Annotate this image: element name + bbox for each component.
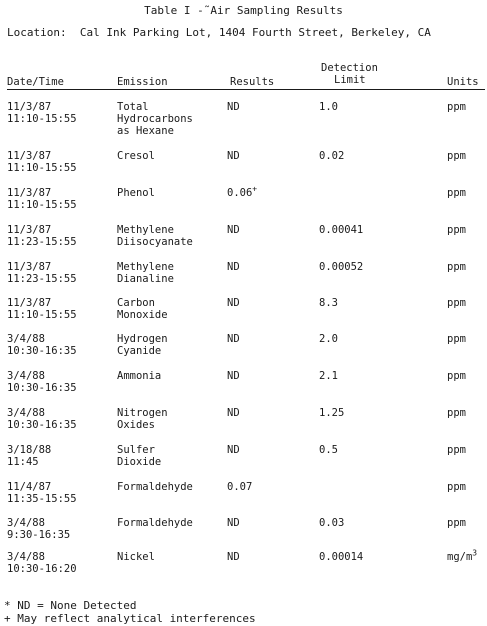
time-text: 11:23-15:55 bbox=[7, 236, 77, 248]
result-value: ND bbox=[227, 150, 240, 162]
result-value: 0.06 bbox=[227, 187, 253, 199]
unit-exponent: 3 bbox=[472, 548, 478, 558]
emission-cell: Total Hydrocarbons as Hexane bbox=[117, 101, 193, 137]
unit-value: ppm bbox=[447, 261, 466, 273]
detection-limit-cell: 2.1 bbox=[319, 370, 338, 382]
date-text: 3/4/88 bbox=[7, 370, 45, 382]
result-value: ND bbox=[227, 333, 240, 345]
result-value: 0.07 bbox=[227, 481, 253, 493]
footnote-interference: + May reflect analytical interferences bbox=[4, 612, 256, 625]
date-text: 3/4/88 bbox=[7, 517, 45, 529]
unit-value: ppm bbox=[447, 150, 466, 162]
emission-cell: Cresol bbox=[117, 150, 155, 162]
result-cell bbox=[227, 481, 252, 493]
result-cell bbox=[227, 444, 240, 456]
location-line: Location: Cal Ink Parking Lot, 1404 Fourth Street, Berkeley, CA bbox=[7, 26, 431, 39]
units-cell bbox=[447, 150, 466, 162]
unit-value: ppm bbox=[447, 517, 466, 529]
date-text: 3/18/88 bbox=[7, 444, 52, 456]
result-cell bbox=[227, 101, 240, 113]
emission-cell: Formaldehyde bbox=[117, 481, 193, 493]
date-text: 11/3/87 bbox=[7, 101, 52, 113]
date-text: 11/3/87 bbox=[7, 150, 52, 162]
unit-value: ppm bbox=[447, 187, 466, 199]
unit-value: ppm bbox=[447, 333, 466, 345]
emission-cell: Methylene Diisocyanate bbox=[117, 224, 193, 248]
units-cell bbox=[447, 407, 466, 419]
units-cell bbox=[447, 297, 466, 309]
time-text: 10:30-16:35 bbox=[7, 382, 77, 394]
table-title: Table I -̃ Air Sampling Results bbox=[144, 4, 343, 17]
detection-limit-cell: 0.5 bbox=[319, 444, 338, 456]
date-time-cell bbox=[7, 224, 77, 248]
emission-cell: Sulfer Dioxide bbox=[117, 444, 162, 468]
date-time-cell bbox=[7, 517, 70, 541]
date-text: 11/3/87 bbox=[7, 224, 52, 236]
emission-cell: Nickel bbox=[117, 551, 155, 563]
result-value: ND bbox=[227, 551, 240, 563]
result-value: ND bbox=[227, 444, 240, 456]
units-cell bbox=[447, 101, 466, 113]
column-header-results: Results bbox=[230, 76, 275, 88]
result-value: ND bbox=[227, 517, 240, 529]
detection-limit-cell: 1.0 bbox=[319, 101, 338, 113]
date-text: 3/4/88 bbox=[7, 407, 45, 419]
detection-limit-cell: 2.0 bbox=[319, 333, 338, 345]
time-text: 10:30-16:20 bbox=[7, 563, 77, 575]
table-header bbox=[0, 62, 487, 88]
date-time-cell bbox=[7, 481, 77, 505]
unit-value: ppm bbox=[447, 407, 466, 419]
date-time-cell bbox=[7, 101, 77, 125]
result-value: ND bbox=[227, 297, 240, 309]
detection-limit-cell: 0.00014 bbox=[319, 551, 364, 563]
unit-value: ppm bbox=[447, 444, 466, 456]
unit-value: ppm bbox=[447, 101, 466, 113]
units-cell bbox=[447, 370, 466, 382]
date-time-cell bbox=[7, 407, 77, 431]
time-text: 11:10-15:55 bbox=[7, 113, 77, 125]
date-time-cell bbox=[7, 444, 51, 468]
time-text: 11:10-15:55 bbox=[7, 199, 77, 211]
emission-cell: Hydrogen Cyanide bbox=[117, 333, 168, 357]
detection-limit-cell: 1.25 bbox=[319, 407, 345, 419]
date-text: 3/4/88 bbox=[7, 333, 45, 345]
time-text: 10:30-16:35 bbox=[7, 345, 77, 357]
date-text: 11/4/87 bbox=[7, 481, 52, 493]
emission-cell: Methylene Dianaline bbox=[117, 261, 174, 285]
time-text: 11:45 bbox=[7, 456, 39, 468]
detection-limit-cell: 0.03 bbox=[319, 517, 345, 529]
result-value: ND bbox=[227, 370, 240, 382]
time-text: 11:10-15:55 bbox=[7, 309, 77, 321]
detection-limit-cell: 8.3 bbox=[319, 297, 338, 309]
result-cell bbox=[227, 333, 240, 345]
units-cell bbox=[447, 333, 466, 345]
units-cell bbox=[447, 481, 466, 493]
date-time-cell bbox=[7, 551, 77, 575]
date-text: 11/3/87 bbox=[7, 187, 52, 199]
result-value: ND bbox=[227, 224, 240, 236]
header-divider bbox=[7, 89, 485, 90]
column-header-limit: Limit bbox=[334, 74, 366, 86]
result-cell bbox=[227, 370, 240, 382]
emission-cell: Carbon Monoxide bbox=[117, 297, 168, 321]
result-value: ND bbox=[227, 101, 240, 113]
date-text: 11/3/87 bbox=[7, 261, 52, 273]
column-header-detection: Detection bbox=[321, 62, 378, 74]
time-text: 11:10-15:55 bbox=[7, 162, 77, 174]
column-header-date-time: Date/Time bbox=[7, 76, 64, 88]
emission-cell: Formaldehyde bbox=[117, 517, 193, 529]
unit-value: ppm bbox=[447, 481, 466, 493]
result-cell bbox=[227, 184, 258, 199]
detection-limit-cell: 0.00052 bbox=[319, 261, 364, 273]
date-time-cell bbox=[7, 370, 77, 394]
date-time-cell bbox=[7, 261, 77, 285]
result-cell bbox=[227, 224, 240, 236]
units-cell bbox=[447, 548, 478, 563]
time-text: 9:30-16:35 bbox=[7, 529, 71, 541]
units-cell bbox=[447, 444, 466, 456]
footnotes bbox=[4, 599, 256, 625]
result-footnote-marker: + bbox=[252, 184, 258, 194]
result-cell bbox=[227, 261, 240, 273]
result-cell bbox=[227, 551, 240, 563]
detection-limit-cell: 0.02 bbox=[319, 150, 345, 162]
time-text: 11:23-15:55 bbox=[7, 273, 77, 285]
units-cell bbox=[447, 517, 466, 529]
unit-value: ppm bbox=[447, 224, 466, 236]
unit-value: ppm bbox=[447, 370, 466, 382]
units-cell bbox=[447, 261, 466, 273]
emission-cell: Phenol bbox=[117, 187, 155, 199]
time-text: 11:35-15:55 bbox=[7, 493, 77, 505]
time-text: 10:30-16:35 bbox=[7, 419, 77, 431]
column-header-units: Units bbox=[447, 76, 479, 88]
emission-cell: Ammonia bbox=[117, 370, 162, 382]
units-cell bbox=[447, 224, 466, 236]
result-cell bbox=[227, 297, 240, 309]
column-header-emission: Emission bbox=[117, 76, 168, 88]
date-time-cell bbox=[7, 187, 77, 211]
result-value: ND bbox=[227, 407, 240, 419]
date-text: 3/4/88 bbox=[7, 551, 45, 563]
footnote-nd: * ND = None Detected bbox=[4, 599, 137, 612]
date-time-cell bbox=[7, 297, 77, 321]
unit-value: mg/m bbox=[447, 551, 473, 563]
result-cell bbox=[227, 517, 240, 529]
unit-value: ppm bbox=[447, 297, 466, 309]
units-cell bbox=[447, 187, 466, 199]
result-cell bbox=[227, 150, 240, 162]
date-time-cell bbox=[7, 150, 77, 174]
emission-cell: Nitrogen Oxides bbox=[117, 407, 168, 431]
date-text: 11/3/87 bbox=[7, 297, 52, 309]
date-time-cell bbox=[7, 333, 77, 357]
result-value: ND bbox=[227, 261, 240, 273]
detection-limit-cell: 0.00041 bbox=[319, 224, 364, 236]
result-cell bbox=[227, 407, 240, 419]
